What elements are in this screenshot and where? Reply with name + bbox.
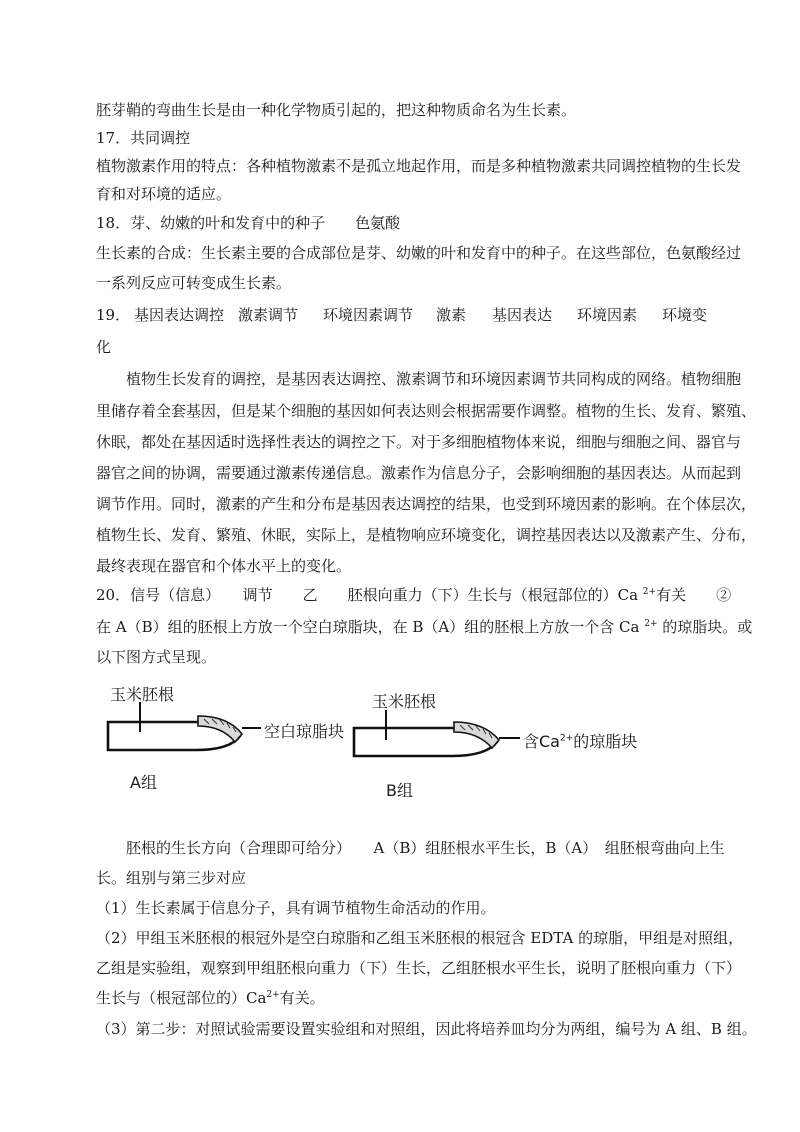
blank-agar-label: 空白琼脂块 [264,722,345,741]
answer: 基因表达 [492,306,553,324]
answer-item-2: （2）甲组玉米胚根的根冠外是空白琼脂和乙组玉米胚根的根冠含 EDTA 的琼脂，甲组是对照组， [96,929,744,947]
answer: 环境变 [662,306,708,324]
text-line: 植物激素作用的特点：各种植物激素不是孤立地起作用，而是多种植物激素共同调控植物的生长发 [96,157,742,175]
group-b-label: B组 [386,781,413,800]
question-18-heading: 18．芽、幼嫩的叶和发育中的种子 色氨酸 [96,214,401,232]
answer: 环境因素调节 [323,306,414,324]
paragraph-line: 休眠，都处在基因适时选择性表达的调控之下。对于多细胞植物体来说，细胞与细胞之间、器官与 [96,433,742,451]
question-19-answers [96,305,707,325]
text-line: 生长与（根冠部位的）$Ca^{2+}$有关。 [96,989,325,1007]
group-a-root [108,702,261,750]
question-20-line: 以下图方式呈现。 [96,648,217,666]
corn-radicle-label: 玉米胚根 [372,692,437,711]
question-20-line: 20．信号（信息） 调节 乙 胚根向重力（下）生长与（根冠部位的）Ca $^{2+}$有关 ② [96,586,732,604]
paragraph-line: 植物生长、发育、繁殖、休眠，实际上，是植物响应环境变化，调控基因表达以及激素产生、分布， [96,526,757,544]
answer: 环境因素 [577,306,638,324]
calcium-agar-label: 含$Ca^{2+}$的琼脂块 [523,732,638,751]
text-line: 生长素的合成：生长素主要的合成部位是芽、幼嫩的叶和发育中的种子。在这些部位，色氨酸经过 [96,244,742,262]
corn-radicle-label: 玉米胚根 [110,685,175,704]
text-line: 化 [96,338,112,356]
text-line: 乙组是实验组，观察到甲组胚根向重力（下）生长，乙组胚根水平生长，说明了胚根向重力（下） [96,959,742,977]
text-line: 一系列反应可转变成生长素。 [96,274,292,292]
paragraph-line: 调节作用。同时，激素的产生和分布是基因表达调控的结果，也受到环境因素的影响。在个体层次， [96,495,757,513]
answer: 激素调节 [238,306,299,324]
answer: 基因表达调控 [134,306,225,324]
paragraph-line: 里储存着全套基因，但是某个细胞的基因如何表达则会根据需要作调整。植物的生长、发育、繁殖、 [96,402,757,420]
group-b-root [354,710,520,756]
text-line: 胚根的生长方向（合理即可给分） A（B）组胚根水平生长，B（A） 组胚根弯曲向上生 [96,839,725,857]
answer: 激素 [436,306,467,324]
group-a-label: A组 [130,773,157,792]
question-20-line: 在 A（B）组的胚根上方放一个空白琼脂块，在 B（A）组的胚根上方放一个含 Ca $^{2+}$ 的琼脂块。或 [96,618,753,636]
question-number: 19． [96,306,131,324]
paragraph-line: 植物生长发育的调控，是基因表达调控、激素调节和环境因素调节共同构成的网络。植物细胞 [96,370,742,388]
text-line: 育和对环境的适应。 [96,185,232,203]
experiment-figure [96,672,656,812]
text-line: 长。组别与第三步对应 [96,869,247,887]
answer-item-3: （3）第二步：对照试验需要设置实验组和对照组，因此将培养皿均分为两组，编号为 A 组、B 组。 [96,1020,757,1038]
question-17-heading: 17．共同调控 [96,129,191,147]
text-line: 胚芽鞘的弯曲生长是由一种化学物质引起的，把这种物质命名为生长素。 [96,101,577,119]
paragraph-line: 最终表现在器官和个体水平上的变化。 [96,557,352,575]
answer-item-1: （1）生长素属于信息分子，具有调节植物生命活动的作用。 [96,899,496,917]
paragraph-line: 器官之间的协调，需要通过激素传递信息。激素作为信息分子，会影响细胞的基因表达。从而起到 [96,464,742,482]
